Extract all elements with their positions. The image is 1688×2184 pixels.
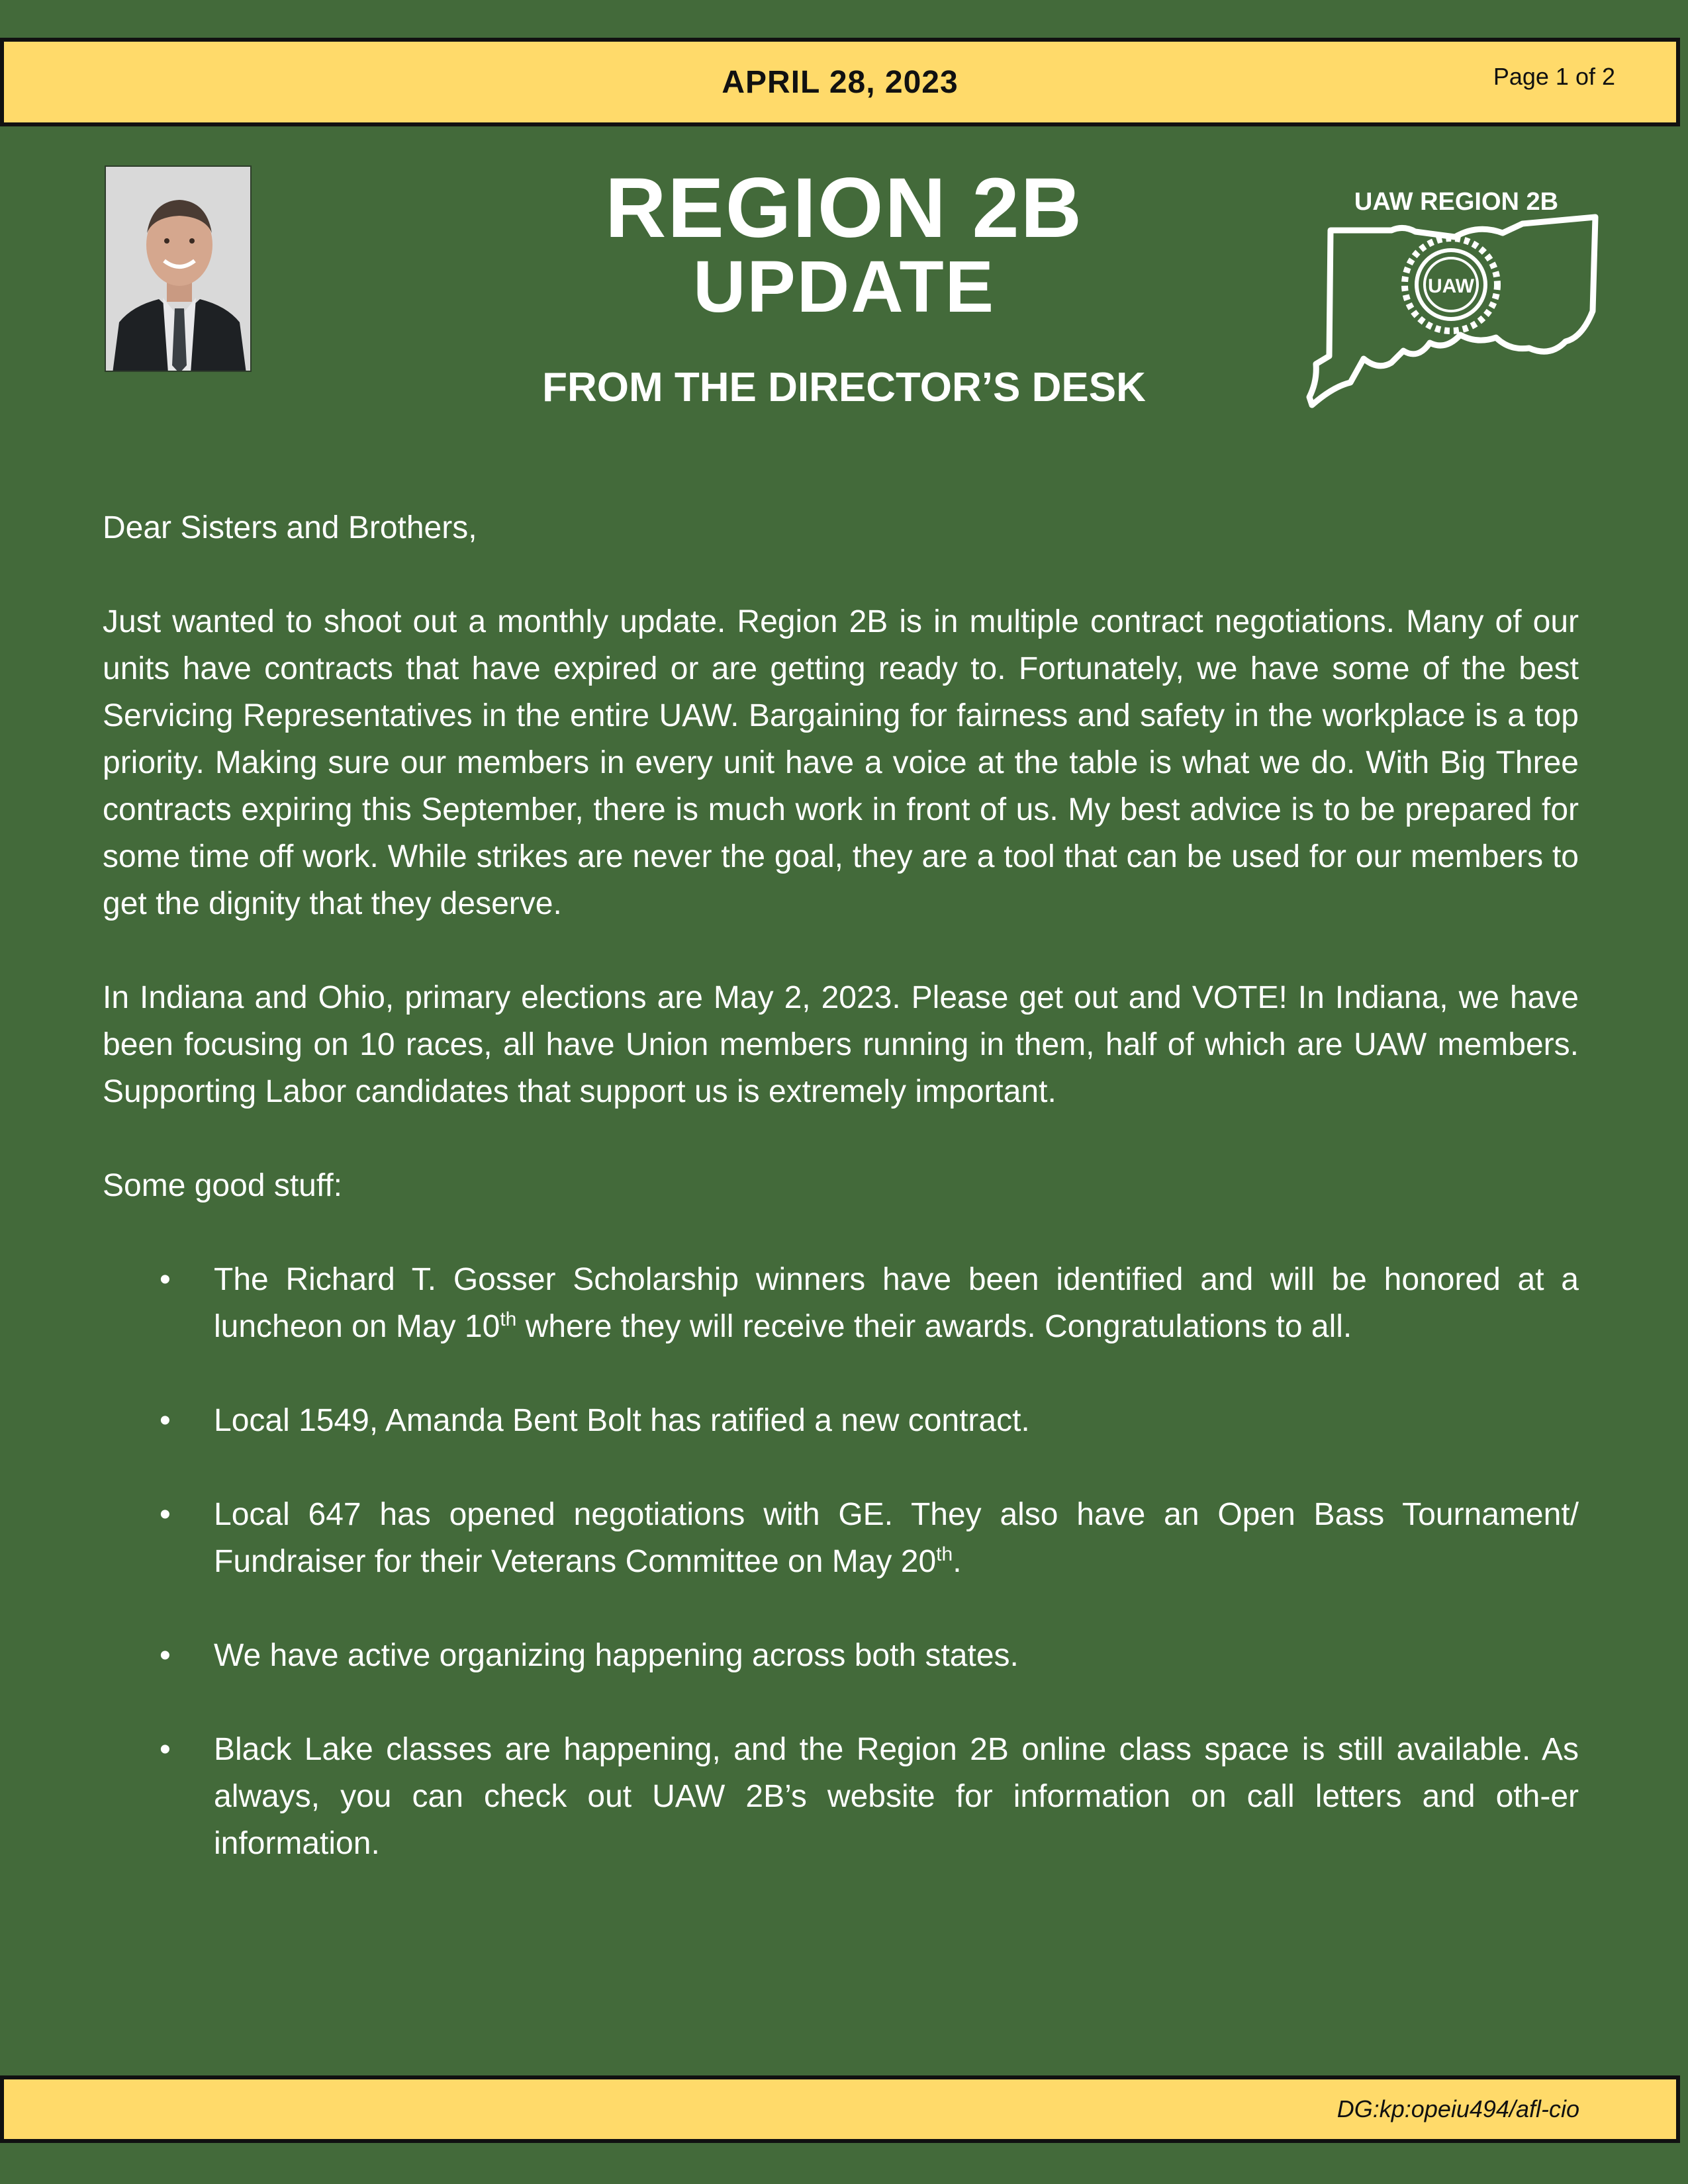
- list-intro: Some good stuff:: [103, 1168, 343, 1203]
- footer-union-code: DG:kp:opeiu494/afl-cio: [1336, 2095, 1579, 2122]
- footer-bar: [0, 2075, 1680, 2143]
- list-item: • We have active organizing happening across both states.: [103, 1632, 1579, 1679]
- list-item: • Black Lake classes are happening, and the Region 2B online class space is still available. As always, you can check out UAW 2B’s website for information on call letters and oth-er information.: [103, 1726, 1579, 1867]
- list-item: • Local 1549, Amanda Bent Bolt has ratified a new contract.: [103, 1397, 1579, 1444]
- logo-label: UAW REGION 2B: [1354, 188, 1559, 216]
- newsletter-title: REGION 2B: [604, 161, 1084, 255]
- uaw-badge-text: UAW: [1428, 275, 1474, 297]
- letter-body: [103, 504, 1579, 1914]
- list-item: • Local 647 has opened negotiations with GE. They also have an Open Bass Tournament/ Fundraiser for their Veterans Committee on May 20th.: [103, 1491, 1579, 1585]
- uaw-wheel-icon: [1405, 238, 1497, 331]
- region-map-logo: [1304, 185, 1609, 424]
- bullet-icon: •: [160, 1638, 171, 1673]
- newsletter-subtitle: FROM THE DIRECTOR’S DESK: [542, 365, 1146, 410]
- bullet-icon: •: [160, 1262, 171, 1297]
- issue-date: APRIL 28, 2023: [722, 65, 959, 100]
- bullet-icon: •: [160, 1732, 171, 1767]
- list-item: • The Richard T. Gosser Scholarship winners have been identified and will be honored at a luncheon on May 10th where they will receive their awards. Congratulations to all.: [103, 1256, 1579, 1350]
- bullet-icon: •: [160, 1497, 171, 1532]
- page-number: Page 1 of 2: [1493, 63, 1615, 90]
- director-photo: [105, 165, 252, 372]
- newsletter-title-update: UPDATE: [692, 246, 996, 328]
- header-bar: [0, 38, 1680, 126]
- greeting: Dear Sisters and Brothers,: [103, 510, 477, 545]
- bullet-icon: •: [160, 1403, 171, 1438]
- good-stuff-list: [103, 1256, 1579, 1867]
- portrait-image: [106, 167, 252, 372]
- paragraph-monthly-update: Just wanted to shoot out a monthly update. Region 2B is in multiple contract negotiations. Many of our units have contracts that have expired or are getting ready to. Fortunately, we have some of the best Servicing Representatives in the entire UAW. Bargaining for fairness and safety in the workplace is a top priority. Making sure our members in every unit have a voice at the table is what we do. With Big Three contracts expiring this September, there is much work in front of us. My best advice is to be prepared for some time off work. While strikes are never the goal, they are a tool that can be used for our members to get the dignity that they deserve.: [103, 604, 1579, 921]
- paragraph-elections: In Indiana and Ohio, primary elections are May 2, 2023. Please get out and VOTE! In Indiana, we have been focusing on 10 races, all have Union members running in them, half of which are UAW members. Supporting Labor candidates that support us is extremely important.: [103, 980, 1579, 1109]
